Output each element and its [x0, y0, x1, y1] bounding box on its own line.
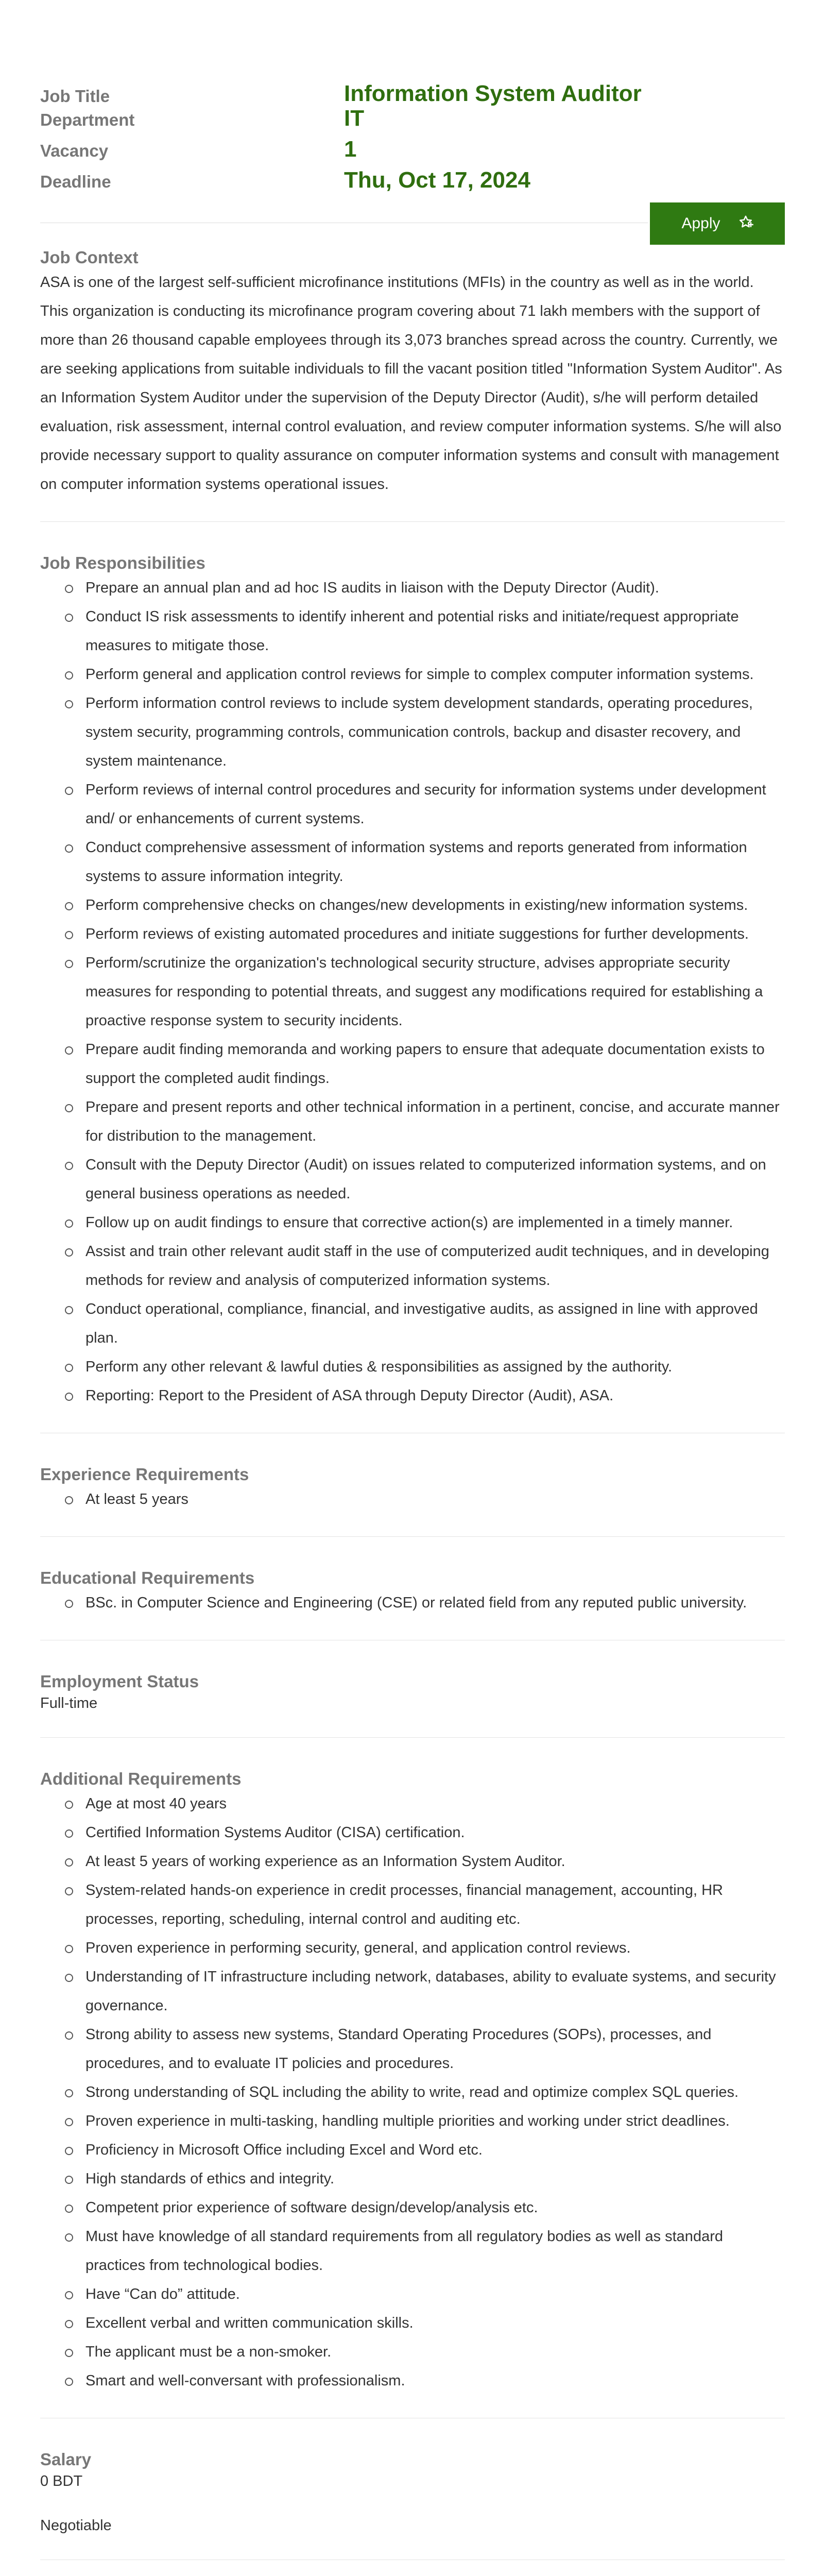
list-item: Smart and well-conversant with professionalism.	[85, 2366, 785, 2395]
list-item: Proven experience in multi-tasking, handling multiple priorities and working under strict deadlines.	[85, 2107, 785, 2136]
salary-section	[40, 2449, 785, 2560]
list-item: Competent prior experience of software design/develop/analysis etc.	[85, 2193, 785, 2222]
experience-requirements-title: Experience Requirements	[40, 1465, 249, 1484]
salary-amount: 0 BDT	[40, 2473, 83, 2489]
educational-requirements-title: Educational Requirements	[40, 1568, 255, 1587]
salary-title: Salary	[40, 2450, 92, 2469]
list-item: High standards of ethics and integrity.	[85, 2164, 785, 2193]
star-plus-icon	[738, 214, 753, 233]
department-value: IT	[344, 106, 365, 131]
job-title-row	[40, 80, 785, 111]
list-item: The applicant must be a non-smoker.	[85, 2337, 785, 2366]
list-item: Understanding of IT infrastructure including network, databases, ability to evaluate systems, and security governance.	[85, 1962, 785, 2020]
list-item: Follow up on audit findings to ensure that corrective action(s) are implemented in a timely manner.	[85, 1208, 785, 1237]
job-context-section	[40, 247, 785, 522]
job-meta	[40, 80, 785, 204]
list-item: Proficiency in Microsoft Office including Excel and Word etc.	[85, 2136, 785, 2164]
list-item: Certified Information Systems Auditor (CISA) certification.	[85, 1818, 785, 1847]
list-item: System-related hands-on experience in credit processes, financial management, accounting, HR processes, reporting, scheduling, internal control and auditing etc.	[85, 1876, 785, 1934]
list-item: Prepare an annual plan and ad hoc IS audits in liaison with the Deputy Director (Audit).	[85, 573, 785, 602]
job-title-label: Job Title	[40, 87, 110, 106]
employment-status-section	[40, 1671, 785, 1738]
additional-requirements-list	[40, 1789, 785, 2395]
employment-status-title: Employment Status	[40, 1672, 199, 1691]
list-item: Conduct operational, compliance, financial, and investigative audits, as assigned in line with approved plan.	[85, 1295, 785, 1352]
vacancy-value: 1	[344, 137, 357, 162]
list-item: Perform/scrutinize the organization's technological security structure, advises appropriate security measures for responding to potential threats, and suggest any modifications required for establishing a proactive response system to security incidents.	[85, 948, 785, 1035]
additional-requirements-title: Additional Requirements	[40, 1769, 242, 1788]
list-item: Conduct IS risk assessments to identify inherent and potential risks and initiate/request appropriate measures to mitigate those.	[85, 602, 785, 660]
list-item: Age at most 40 years	[85, 1789, 785, 1818]
list-item: Must have knowledge of all standard requirements from all regulatory bodies as well as standard practices from technological bodies.	[85, 2222, 785, 2280]
list-item: Have “Can do” attitude.	[85, 2280, 785, 2309]
list-item: Perform reviews of existing automated procedures and initiate suggestions for further developments.	[85, 920, 785, 948]
deadline-label: Deadline	[40, 172, 111, 191]
list-item: Prepare and present reports and other technical information in a pertinent, concise, and accurate manner for distribution to the management.	[85, 1093, 785, 1150]
list-item: BSc. in Computer Science and Engineering (CSE) or related field from any reputed public university.	[85, 1588, 785, 1617]
list-item: At least 5 years	[85, 1485, 785, 1514]
list-item: Perform information control reviews to include system development standards, operating procedures, system security, programming controls, communication controls, backup and disaster recovery, and system maintenance.	[85, 689, 785, 775]
deadline-row	[40, 167, 785, 204]
list-item: Prepare audit finding memoranda and working papers to ensure that adequate documentation exists to support the completed audit findings.	[85, 1035, 785, 1093]
list-item: Strong ability to assess new systems, Standard Operating Procedures (SOPs), processes, and procedures, and to evaluate IT policies and procedures.	[85, 2020, 785, 2078]
list-item: Perform any other relevant & lawful duties & responsibilities as assigned by the authority.	[85, 1352, 785, 1381]
department-label: Department	[40, 110, 135, 129]
list-item: Consult with the Deputy Director (Audit) on issues related to computerized information systems, and on general business operations as needed.	[85, 1150, 785, 1208]
list-item: Proven experience in performing security, general, and application control reviews.	[85, 1934, 785, 1962]
additional-requirements-section	[40, 1769, 785, 2418]
job-responsibilities-list	[40, 573, 785, 1410]
deadline-value: Thu, Oct 17, 2024	[344, 167, 530, 193]
list-item: Assist and train other relevant audit staff in the use of computerized audit techniques, and in developing methods for review and analysis of computerized information systems.	[85, 1237, 785, 1295]
job-responsibilities-section	[40, 553, 785, 1433]
job-context-title: Job Context	[40, 248, 139, 267]
vacancy-label: Vacancy	[40, 141, 109, 160]
job-content	[40, 247, 785, 2576]
list-item: Conduct comprehensive assessment of information systems and reports generated from information systems to assure information integrity.	[85, 833, 785, 891]
job-responsibilities-title: Job Responsibilities	[40, 553, 205, 572]
job-title-value: Information System Auditor	[344, 81, 642, 106]
job-context-text: ASA is one of the largest self-sufficient microfinance institutions (MFIs) in the country as well as in the world. This organization is conducting its microfinance program covering about 71 lakh members with the support of more than 26 thousand capable employees through its 3,073 branches spread across the country. Currently, we are seeking applications from suitable individuals to fill the vacant position titled "Information System Auditor". As an Information System Auditor under the supervision of the Deputy Director (Audit), s/he will perform detailed evaluation, risk assessment, internal control evaluation, and review computer information systems. S/he will also provide necessary support to quality assurance on computer information systems and consult with management on computer information systems operational issues.	[40, 274, 782, 493]
department-row	[40, 106, 785, 142]
list-item: Perform general and application control reviews for simple to complex computer information systems.	[85, 660, 785, 689]
list-item: Strong understanding of SQL including the ability to write, read and optimize complex SQL queries.	[85, 2078, 785, 2107]
list-item: Reporting: Report to the President of ASA through Deputy Director (Audit), ASA.	[85, 1381, 785, 1410]
list-item: Excellent verbal and written communication skills.	[85, 2309, 785, 2337]
salary-note: Negotiable	[40, 2517, 112, 2534]
list-item: At least 5 years of working experience as an Information System Auditor.	[85, 1847, 785, 1876]
employment-status-value: Full-time	[40, 1695, 98, 1711]
educational-requirements-list	[40, 1588, 785, 1617]
educational-requirements-section	[40, 1568, 785, 1640]
list-item: Perform comprehensive checks on changes/new developments in existing/new information systems.	[85, 891, 785, 920]
experience-requirements-section	[40, 1464, 785, 1537]
apply-button-label: Apply	[681, 215, 720, 232]
list-item: Perform reviews of internal control procedures and security for information systems under development and/ or enhancements of current systems.	[85, 775, 785, 833]
experience-requirements-list	[40, 1485, 785, 1514]
apply-button[interactable]	[650, 202, 785, 245]
